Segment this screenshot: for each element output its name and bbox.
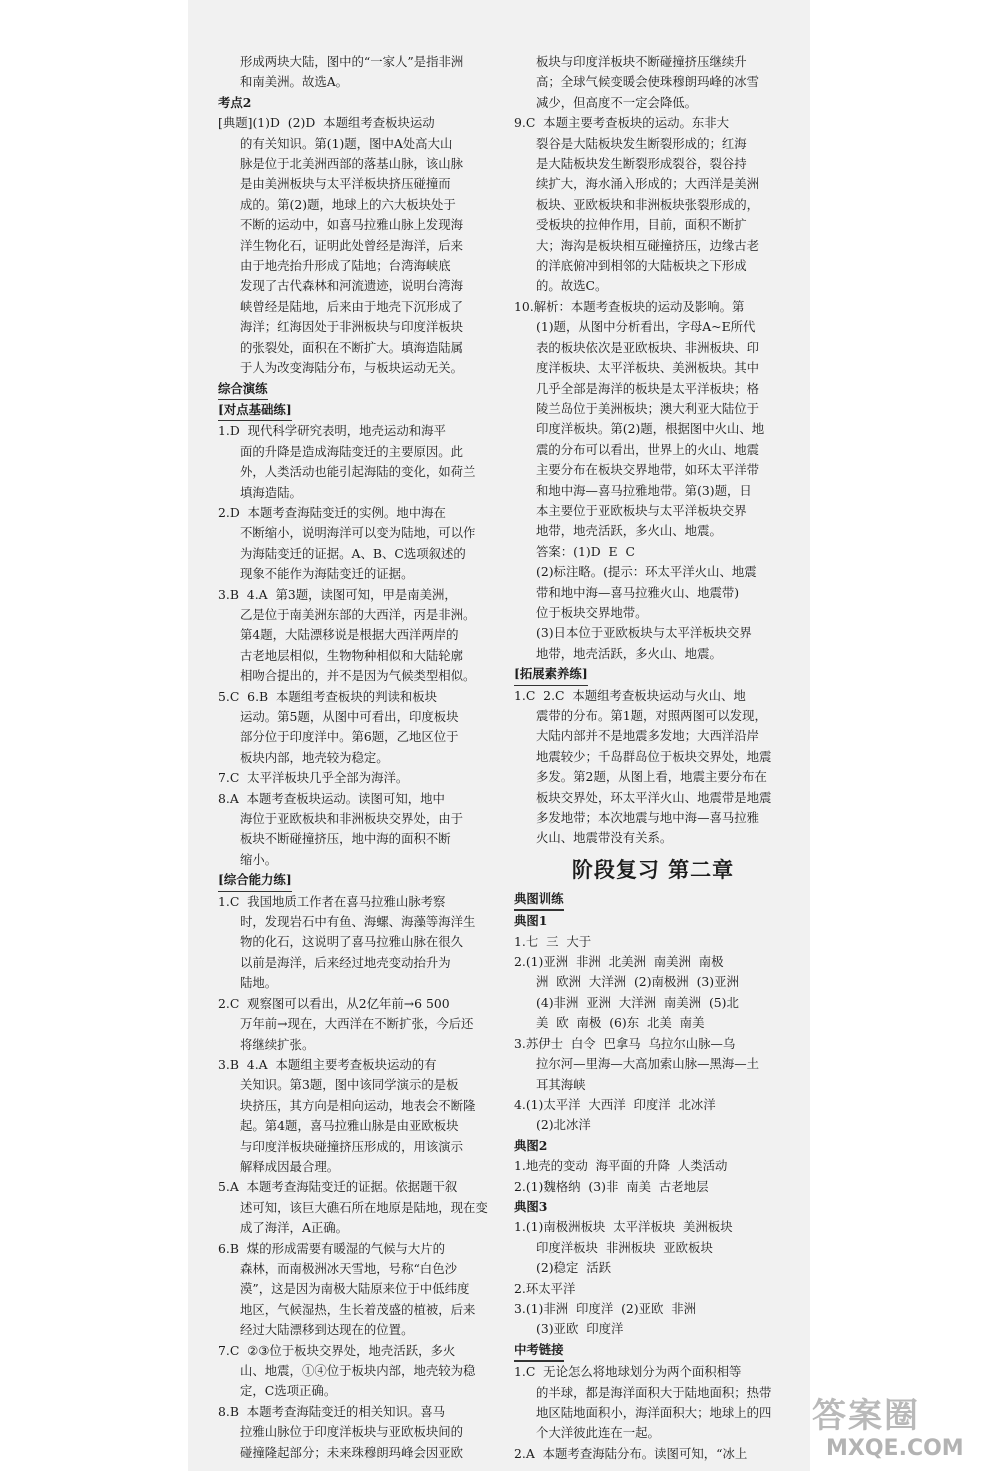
text-line: 述可知，该巨大礁石所在地原是陆地，现在变 xyxy=(240,1199,488,1215)
text-line: 2.(1)亚洲 非洲 北美洲 南美洲 南极 xyxy=(514,954,724,970)
text-line: 1.D 现代科学研究表明，地壳运动和海平 xyxy=(218,423,446,439)
left-column xyxy=(218,52,510,1463)
text-line: (3)亚欧 印度洋 xyxy=(536,1321,624,1337)
text-line: 5.A 本题考查海陆变迁的证据。依据题干叙 xyxy=(218,1179,458,1195)
text-line: 漠”，这是因为南极大陆原来位于中低纬度 xyxy=(240,1281,470,1297)
text-line: 海洋；红海因处于非洲板块与印度洋板块 xyxy=(240,319,464,335)
text-line: 1.C 2.C 本题组考查板块运动与火山、地 xyxy=(514,687,746,703)
section-heading-row xyxy=(514,889,792,911)
text-line: 受板块的拉伸作用，目前，面积不断扩 xyxy=(536,217,747,233)
text-line: 不断的运动中，如喜马拉雅山脉上发现海 xyxy=(240,217,464,233)
text-line: (2)北冰洋 xyxy=(536,1117,591,1133)
text-line: 地区陆地面积小，海洋面积大；地球上的四 xyxy=(536,1405,772,1420)
text-line: 脉是位于北美洲西部的落基山脉，该山脉 xyxy=(240,156,464,172)
text-line: 现象不能作为海陆变迁的证据。 xyxy=(240,566,414,582)
section-heading-row xyxy=(514,1340,792,1362)
text-line: 相吻合提出的，并不是因为气候类型相似。 xyxy=(240,668,476,684)
text-line: 关知识。第3题，图中该同学演示的是板 xyxy=(240,1077,459,1093)
text-line: 8.A 本题考查板块运动。读图可知，地中 xyxy=(218,790,445,806)
text-line: 部分位于印度洋中。第6题，乙地区位于 xyxy=(240,729,459,745)
section-heading-row xyxy=(514,664,792,685)
section-heading: 中考链接 xyxy=(514,1340,564,1362)
text-line: 震带的分布。第1题，对照两图可以发现， xyxy=(536,708,767,723)
text-line: 将继续扩张。 xyxy=(240,1036,315,1052)
text-line: 2.环太平洋 xyxy=(514,1280,576,1296)
text-line: 印度洋板块。第(2)题，根据图中火山、地 xyxy=(536,421,765,437)
text-line: 森林，而南极洲冰天雪地，号称“白色沙 xyxy=(240,1260,457,1276)
text-line: 表的板块依次是亚欧板块、非洲板块、印 xyxy=(536,339,760,355)
text-line: 3.B 4.A 本题组主要考查板块运动的有 xyxy=(218,1056,437,1072)
text-line: 板块不断碰撞挤压，地中海的面积不断 xyxy=(240,831,451,847)
text-line: 9.C 本题主要考查板块的运动。东非大 xyxy=(514,115,730,131)
watermark-url: MXQE.COM xyxy=(826,1436,964,1461)
subsection-heading: 典图3 xyxy=(514,1198,548,1214)
text-line: 山、地震，①④位于板块内部，地壳较为稳 xyxy=(240,1363,476,1378)
text-line: 由于地壳抬升形成了陆地；台湾海峡底 xyxy=(240,258,451,274)
text-line: 的洋底俯冲到相邻的大陆板块之下形成 xyxy=(536,258,747,274)
text-line: 带和地中海—喜马拉雅火山、地震带) xyxy=(536,584,740,600)
text-line: 3.(1)非洲 印度洋 (2)亚欧 非洲 xyxy=(514,1300,697,1316)
text-line: 大陆内部并不是地震多发地；大西洋沿岸 xyxy=(536,728,760,744)
text-line: 7.C ②③位于板块交界处，地壳活跃，多火 xyxy=(218,1342,456,1358)
text-line: 洲 欧洲 大洋洲 (2)南极洲 (3)亚洲 xyxy=(536,974,739,990)
text-line: 度洋板块、太平洋板块、美洲板块。其中 xyxy=(536,360,760,376)
text-line: 的有关知识。第(1)题，图中A处高大山 xyxy=(240,135,453,151)
text-line: (3)日本位于亚欧板块与太平洋板块交界 xyxy=(536,625,752,641)
text-line: 第4题，大陆漂移说是根据大西洋两岸的 xyxy=(240,627,459,643)
text-line: 是由美洲板块与太平洋板块挤压碰撞而 xyxy=(240,176,451,192)
text-line: 于人为改变海陆分布，与板块运动无关。 xyxy=(240,360,464,376)
text-line: 和地中海—喜马拉雅地带。第(3)题，日 xyxy=(536,482,752,498)
text-line: 本主要位于亚欧板块与太平洋板块交界 xyxy=(536,502,747,518)
text-line: 洋生物化石，证明此处曾经是海洋，后来 xyxy=(240,237,464,253)
text-line: 大；海沟是板块相互碰撞挤压，边缘古老 xyxy=(536,237,760,253)
section-heading: [综合能力练] xyxy=(218,870,292,891)
section-heading: [拓展素养练] xyxy=(514,664,588,685)
text-line: 面的升降是造成海陆变迁的主要原因。此 xyxy=(240,443,464,459)
text-line: 乙是位于南美洲东部的大西洋，丙是非洲。 xyxy=(240,606,476,622)
text-line: 多发。第2题，从图上看，地震主要分布在 xyxy=(536,769,767,785)
text-line: 不断缩小，说明海洋可以变为陆地，可以作 xyxy=(240,525,476,541)
text-line: 板块、亚欧板块和非洲板块张裂形成的， xyxy=(536,196,760,212)
section-heading-row xyxy=(218,400,510,421)
text-line: 1.地壳的变动 海平面的升降 人类活动 xyxy=(514,1158,728,1174)
watermark-title: 答案圈 xyxy=(812,1396,920,1436)
text-line: 耳其海峡 xyxy=(536,1076,586,1092)
text-line: 8.B 本题考查海陆变迁的相关知识。喜马 xyxy=(218,1403,446,1419)
text-line: 定，C选项正确。 xyxy=(240,1383,337,1399)
subsection-heading: 考点2 xyxy=(218,94,252,110)
text-line: 火山、地震带没有关系。 xyxy=(536,830,673,846)
text-line: 缩小。 xyxy=(240,851,278,867)
text-line: 海位于亚欧板块和非洲板块交界处，由于 xyxy=(240,811,464,827)
text-line: 3.B 4.A 第3题，读图可知，甲是南美洲， xyxy=(218,586,457,602)
text-line: 1.C 我国地质工作者在喜马拉雅山脉考察 xyxy=(218,893,446,909)
text-line: 和南美洲。故选A。 xyxy=(240,74,349,90)
text-line: 成的。第(2)题，地球上的六大板块处于 xyxy=(240,196,456,212)
text-line: 陵兰岛位于美洲板块；澳大利亚大陆位于 xyxy=(536,400,760,416)
text-line: 位于板块交界地带。 xyxy=(536,604,648,620)
text-line: 地区，气候湿热，生长着茂盛的植被，后来 xyxy=(240,1301,476,1317)
text-line: 与印度洋板块碰撞挤压形成的，用该演示 xyxy=(240,1138,464,1154)
text-line: 板块交界处，环太平洋火山、地震带是地震 xyxy=(536,789,772,805)
text-line: 4.(1)太平洋 大西洋 印度洋 北冰洋 xyxy=(514,1096,716,1112)
section-heading: 综合演练 xyxy=(218,379,268,400)
text-line: 拉雅山脉位于印度洋板块与亚欧板块间的 xyxy=(240,1424,464,1440)
text-line: 以前是海洋，后来经过地壳变动抬升为 xyxy=(240,954,451,970)
text-line: 的。故选C。 xyxy=(536,278,608,294)
text-line: 板块内部，地壳较为稳定。 xyxy=(240,749,389,765)
text-line: 万年前→现在，大西洋在不断扩张，今后还 xyxy=(240,1016,474,1032)
text-line: 拉尔河—里海—大高加索山脉—黑海—土 xyxy=(536,1056,760,1072)
watermark xyxy=(812,1388,992,1468)
text-line: 外，人类活动也能引起海陆的变化，如荷兰 xyxy=(240,464,476,480)
text-line: 1.C 无论怎么将地球划分为两个面积相等 xyxy=(514,1364,742,1380)
text-line: 3.苏伊士 白令 巴拿马 乌拉尔山脉—乌 xyxy=(514,1035,736,1051)
text-line: 5.C 6.B 本题组考查板块的判读和板块 xyxy=(218,688,438,704)
text-line: 是大陆板块发生断裂形成裂谷，裂谷持 xyxy=(536,156,747,172)
text-line: 陆地。 xyxy=(240,975,278,991)
text-line: 填海造陆。 xyxy=(240,484,302,500)
text-line: [典题](1)D (2)D 本题组考查板块运动 xyxy=(218,115,435,131)
text-line: 地震较少；千岛群岛位于板块交界处，地震 xyxy=(536,748,772,764)
text-line: 多发地带；本次地震与地中海—喜马拉雅 xyxy=(536,810,760,826)
section-heading-row xyxy=(218,379,510,400)
right-column xyxy=(514,52,792,1464)
text-line: 1.(1)南极洲板块 太平洋板块 美洲板块 xyxy=(514,1219,733,1235)
text-line: 2.(1)魏格纳 (3)非 南美 古老地层 xyxy=(514,1178,709,1194)
text-line: 印度洋板块 非洲板块 亚欧板块 xyxy=(536,1239,713,1255)
text-line: 块挤压，其方向是相向运动，地表会不断隆 xyxy=(240,1097,476,1113)
text-line: 的半球，都是海洋面积大于陆地面积；热带 xyxy=(536,1384,772,1400)
text-line: 2.D 本题考查海陆变迁的实例。地中海在 xyxy=(218,504,446,520)
text-line: 6.B 煤的形成需要有暖湿的气候与大片的 xyxy=(218,1240,446,1256)
text-line: 古老地层相似，生物物种相似和大陆轮廓 xyxy=(240,647,464,663)
text-line: 形成两块大陆，图中的“一家人”是指非洲 xyxy=(240,54,464,69)
text-line: (2)稳定 活跃 xyxy=(536,1260,611,1276)
text-line: 2.C 观察图可以看出，从2亿年前→6 500 xyxy=(218,995,450,1011)
text-line: 高；全球气候变暖会使珠穆朗玛峰的冰雪 xyxy=(536,74,760,90)
text-line: 峡曾经是陆地，后来由于地壳下沉形成了 xyxy=(240,298,464,314)
text-line: 个大洋彼此连在一起。 xyxy=(536,1425,660,1441)
text-line: 续扩大，海水涌入形成的；大西洋是美洲 xyxy=(536,176,760,192)
text-line: 为海陆变迁的证据。A、B、C选项叙述的 xyxy=(240,545,466,561)
subsection-heading: 典图1 xyxy=(514,913,548,929)
text-line: 减少，但高度不一定会降低。 xyxy=(536,94,698,110)
text-line: 地带，地壳活跃，多火山、地震。 xyxy=(536,523,722,539)
text-line: (4)非洲 亚洲 大洋洲 南美洲 (5)北 xyxy=(536,994,739,1010)
text-line: 1.七 三 大于 xyxy=(514,933,592,949)
text-line: (2)标注略。(提示：环太平洋火山、地震 xyxy=(536,564,757,580)
text-line: 板块与印度洋板块不断碰撞挤压继续升 xyxy=(536,54,747,69)
text-line: 发现了古代森林和河流遗迹，说明台湾海 xyxy=(240,278,464,294)
text-line: 物的化石，这说明了喜马拉雅山脉在很久 xyxy=(240,934,464,950)
text-line: 成了海洋，A正确。 xyxy=(240,1220,349,1236)
section-heading: 典图训练 xyxy=(514,889,564,911)
text-line: 碰撞隆起部分；未来珠穆朗玛峰会因亚欧 xyxy=(240,1444,464,1460)
text-line: 地带，地壳活跃，多火山、地震。 xyxy=(536,645,722,661)
section-heading: [对点基础练] xyxy=(218,400,292,421)
text-line: 时，发现岩石中有鱼、海螺、海藻等海洋生 xyxy=(240,914,476,930)
section-heading-row xyxy=(218,870,510,891)
text-line: (1)题，从图中分析看出，字母A~E所代 xyxy=(536,319,756,335)
text-line: 10.解析：本题考查板块的运动及影响。第 xyxy=(514,298,745,314)
text-line: 起。第4题，喜马拉雅山脉是由亚欧板块 xyxy=(240,1118,459,1134)
text-line: 的张裂处，面积在不断扩大。填海造陆属 xyxy=(240,339,464,355)
text-line: 2.A 本题考查海陆分布。读图可知，“冰上 xyxy=(514,1445,748,1461)
text-line: 几乎全部是海洋的板块是太平洋板块；格 xyxy=(536,380,760,396)
text-line: 7.C 太平洋板块几乎全部为海洋。 xyxy=(218,770,409,786)
text-line: 答案：(1)D E C xyxy=(536,543,635,559)
text-line: 运动。第5题，从图中可看出，印度板块 xyxy=(240,709,459,724)
text-line: 裂谷是大陆板块发生断裂形成的；红海 xyxy=(536,135,747,151)
text-line: 解释成因最合理。 xyxy=(240,1158,340,1174)
text-line: 震的分布可以看出，世界上的火山、地震 xyxy=(536,441,760,457)
text-line: 美 欧 南极 (6)东 北美 南美 xyxy=(536,1015,705,1031)
subsection-heading: 典图2 xyxy=(514,1137,548,1153)
text-line: 主要分布在板块交界地带，如环太平洋带 xyxy=(536,462,760,478)
text-line: 经过大陆漂移到达现在的位置。 xyxy=(240,1322,414,1338)
chapter-title: 阶段复习 第二章 xyxy=(571,857,735,882)
